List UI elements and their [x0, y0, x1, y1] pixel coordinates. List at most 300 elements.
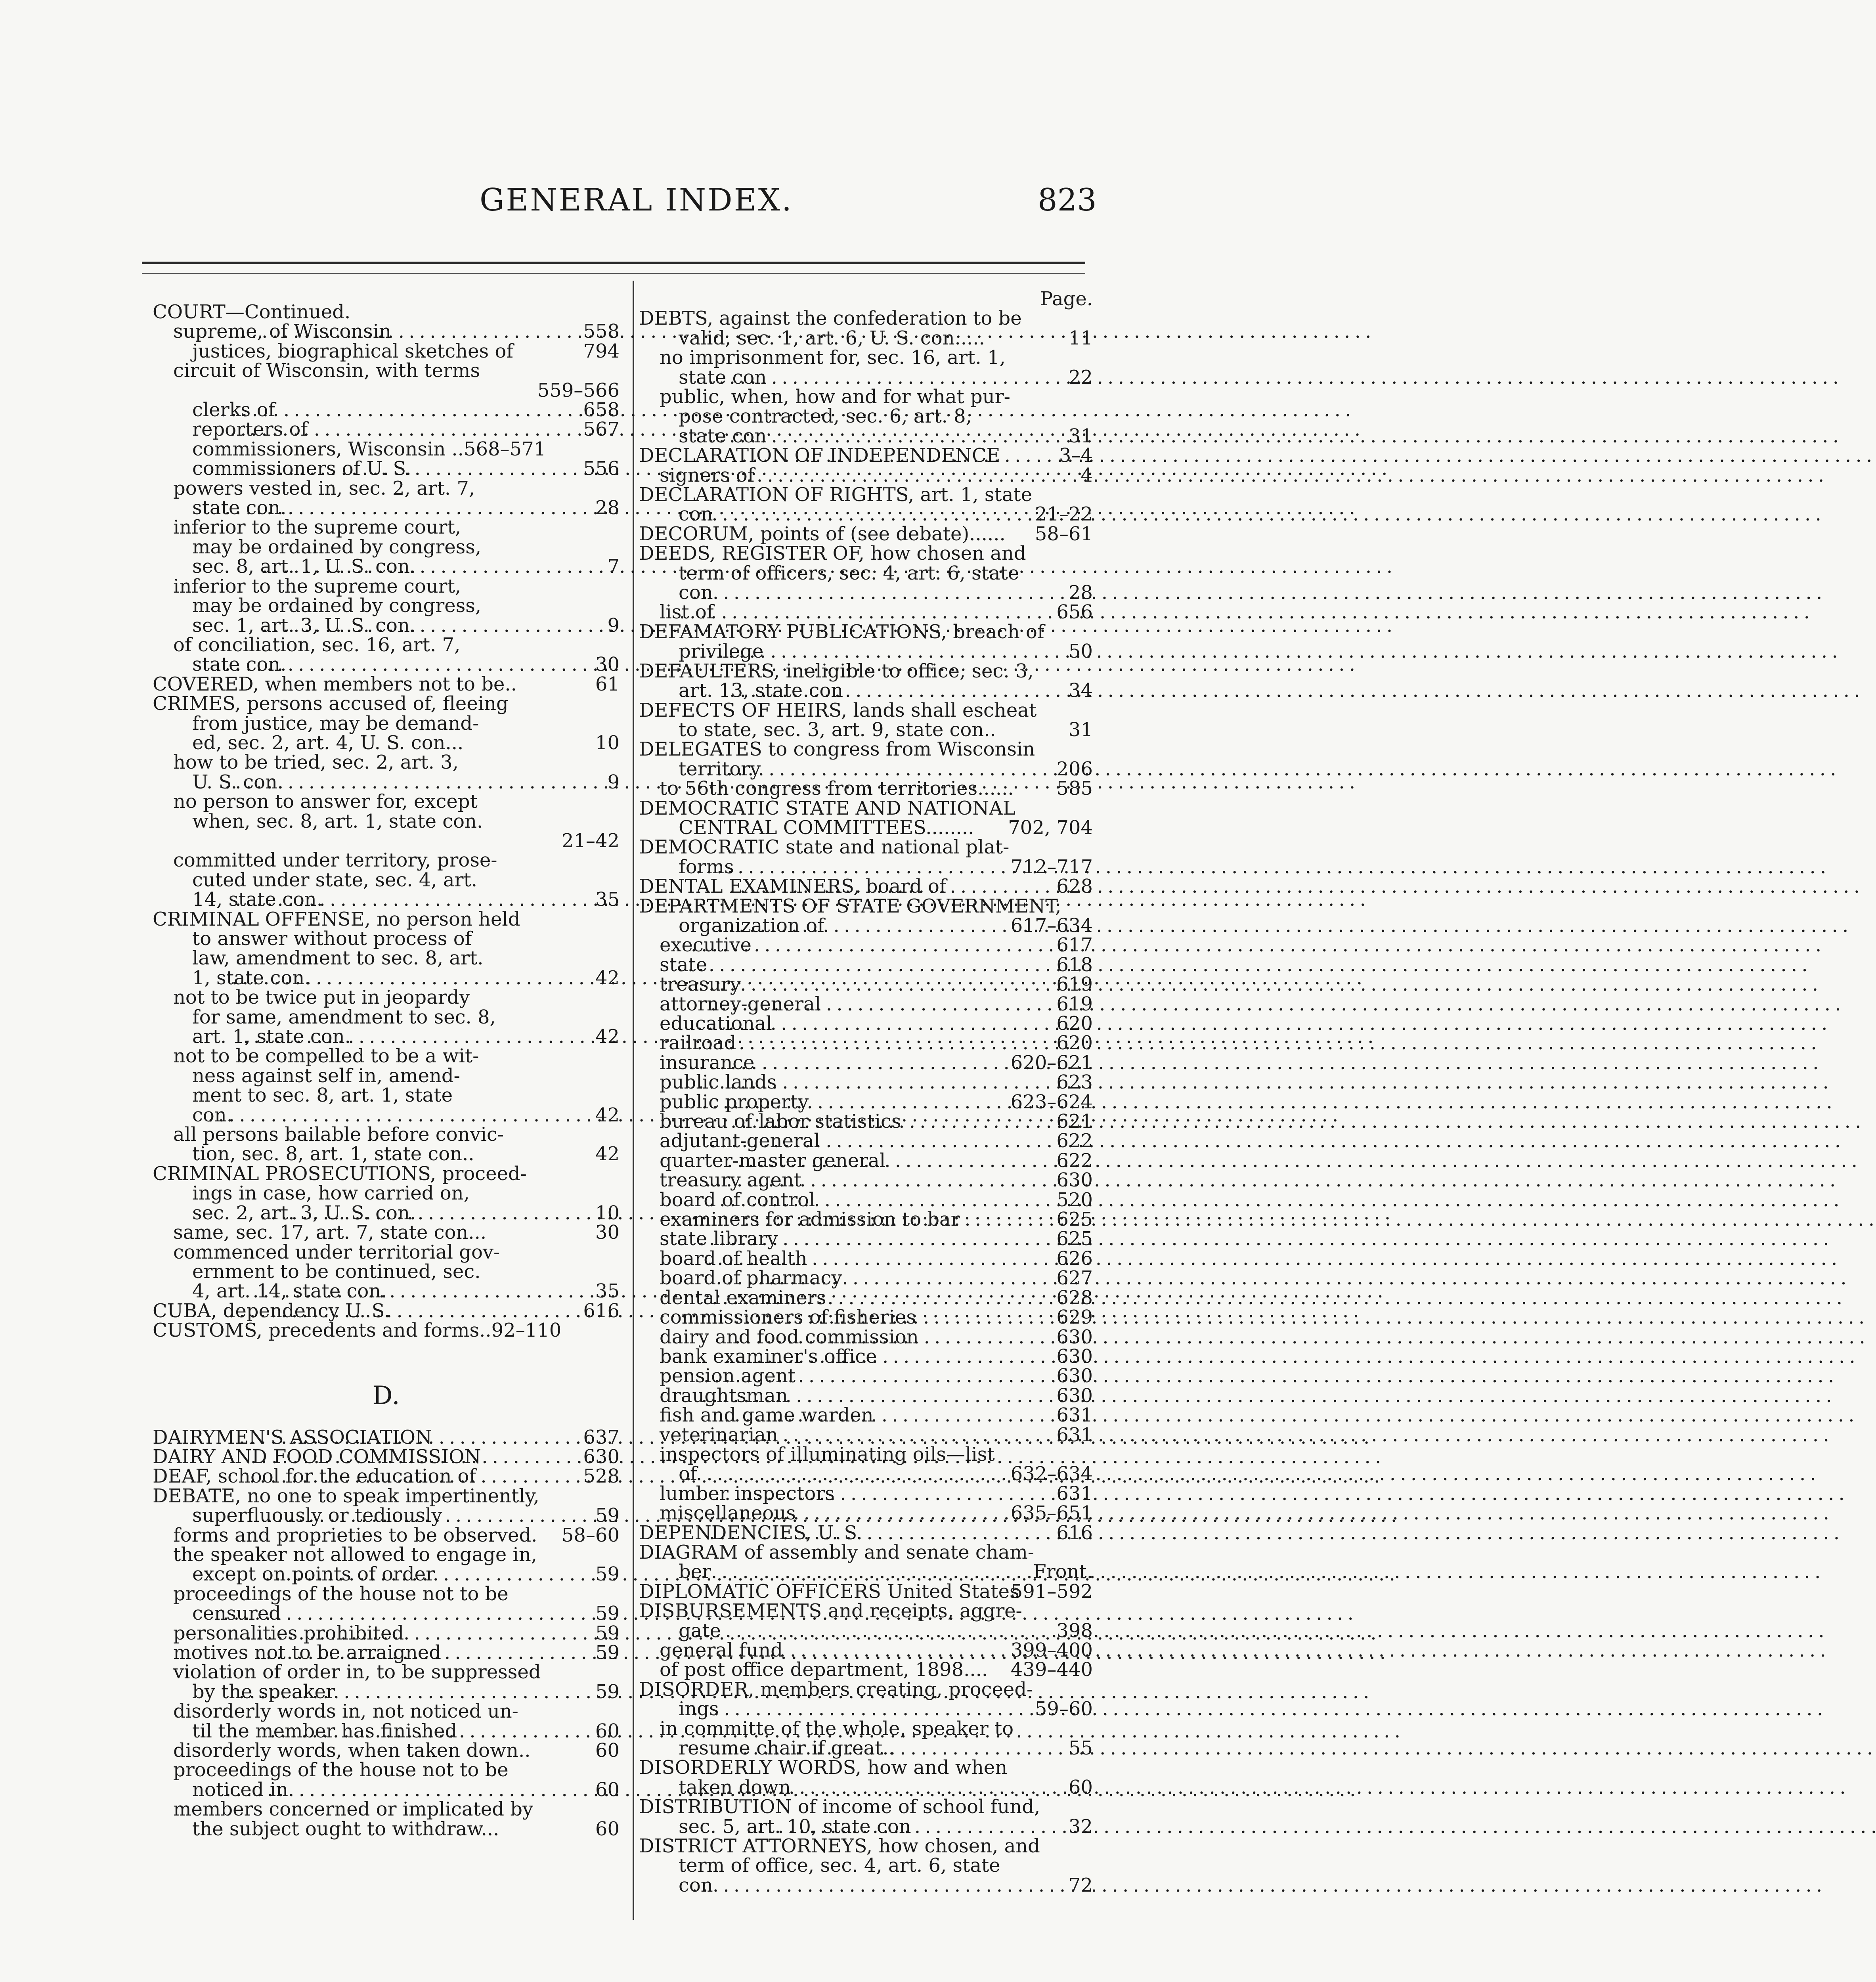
index-entry — [153, 1800, 620, 1819]
dot-leader — [237, 1428, 583, 1447]
page-ref: 42 — [595, 1025, 620, 1048]
dot-leader — [689, 936, 1057, 955]
entry-text: con — [679, 1874, 713, 1896]
index-entry — [153, 400, 620, 420]
entry-text: may be ordained by congress, — [192, 536, 482, 558]
entry-text: dental examiners — [660, 1286, 826, 1309]
entry-text: personalities prohibited — [173, 1622, 404, 1644]
index-entry — [153, 890, 620, 909]
index-entry — [639, 1856, 1093, 1875]
index-entry — [153, 1741, 620, 1760]
page-ref: 28 — [595, 497, 620, 519]
index-entry — [153, 596, 620, 616]
dot-leader — [714, 1268, 1056, 1288]
entry-text: board of health — [660, 1247, 807, 1270]
index-entry — [639, 701, 1093, 720]
page-ref: 9 — [607, 614, 620, 637]
page-ref: 32 — [1068, 1815, 1093, 1838]
entry-text: con — [679, 503, 713, 526]
entry-text: DISTRIBUTION of income of school fund, — [639, 1796, 1040, 1818]
index-entry — [153, 557, 620, 576]
index-entry — [153, 1262, 620, 1282]
dot-leader — [228, 420, 583, 439]
page-ref: 630 — [1056, 1365, 1093, 1387]
index-entry — [153, 420, 620, 439]
dot-leader — [742, 1210, 1057, 1229]
dot-leader — [705, 1249, 1057, 1268]
page-ref: 59 — [595, 1602, 620, 1625]
entry-text: commissioners of fisheries — [660, 1306, 916, 1329]
entry-text: insurance — [660, 1051, 755, 1074]
index-entry — [639, 1543, 1093, 1562]
entry-text: inspectors of illuminating oils—list — [660, 1443, 995, 1465]
index-entry — [153, 1428, 620, 1447]
page-ref: 656 — [1056, 601, 1093, 624]
page-ref: 31 — [1068, 425, 1093, 447]
index-entry — [639, 309, 1093, 328]
entry-text: territory — [679, 758, 761, 780]
page-ref: 60 — [595, 1778, 620, 1801]
dot-leader — [691, 1699, 1035, 1719]
page-ref: 59 — [595, 1563, 620, 1586]
page-ref: 30 — [595, 653, 620, 676]
index-entry — [639, 1033, 1093, 1053]
page-ref: 528 — [583, 1465, 620, 1488]
dot-leader — [697, 1504, 1011, 1523]
entry-text: may be ordained by congress, — [192, 595, 482, 617]
entry-text: dairy and food commission — [660, 1326, 919, 1348]
dot-leader — [255, 459, 583, 478]
entry-text: not to be compelled to be a wit- — [173, 1045, 479, 1068]
index-entry — [639, 1504, 1093, 1523]
dot-leader — [710, 1288, 1057, 1308]
entry-text: superfluously or tediously — [192, 1504, 442, 1527]
entry-text: DIPLOMATIC OFFICERS United States — [639, 1580, 1019, 1603]
index-entry — [153, 361, 620, 381]
index-entry — [639, 720, 1093, 740]
index-entry — [639, 387, 1093, 407]
entry-text: CRIMES, persons accused of, fleeing — [153, 693, 509, 715]
index-entry — [153, 988, 620, 1007]
index-entry — [153, 1663, 620, 1682]
page-ref: 9 — [607, 771, 620, 793]
entry-text: state con. — [192, 653, 287, 676]
index-entry — [153, 302, 620, 322]
page-ref: 618 — [1056, 953, 1093, 976]
entry-text: art. 1, state con. — [192, 1025, 351, 1048]
entry-text: con — [679, 582, 713, 604]
index-entry — [639, 466, 1093, 485]
index-entry — [639, 368, 1093, 387]
index-entry — [639, 1641, 1093, 1660]
entry-text: sec. 5, art. 10, state con — [679, 1815, 911, 1838]
index-entry — [639, 524, 1093, 544]
dot-leader — [706, 642, 1069, 661]
dot-leader — [263, 1565, 595, 1584]
entry-text: DEFAMATORY PUBLICATIONS, breach of — [639, 620, 1044, 643]
index-column-left — [153, 302, 620, 1839]
page-ref: 58–61 — [1035, 522, 1093, 545]
index-entry — [639, 1425, 1093, 1445]
index-entry — [153, 1086, 620, 1105]
entry-text: 14, state con. — [192, 888, 323, 911]
dot-leader — [707, 1190, 1056, 1210]
page-ref: 60 — [1068, 1776, 1093, 1798]
index-entry — [639, 1797, 1093, 1817]
index-entry — [639, 1445, 1093, 1464]
dot-leader — [707, 427, 1069, 446]
dot-leader — [741, 1739, 1069, 1758]
index-entry — [153, 655, 620, 674]
index-entry — [153, 870, 620, 890]
index-entry — [639, 1719, 1093, 1739]
dot-leader — [685, 1033, 1056, 1053]
page-ref: 617 — [1056, 934, 1093, 957]
index-entry — [639, 1268, 1093, 1288]
page-ref: 50 — [1068, 640, 1093, 663]
entry-text: members concerned or implicated by — [173, 1798, 534, 1821]
index-entry — [153, 792, 620, 811]
page-ref: 22 — [1068, 366, 1093, 388]
index-entry — [639, 1406, 1093, 1425]
page-ref: 567 — [583, 418, 620, 441]
index-entry — [153, 1203, 620, 1223]
index-entry — [153, 616, 620, 635]
entry-text: pension agent — [660, 1365, 796, 1387]
entry-text: draughtsman — [660, 1384, 788, 1407]
page-ref: 59 — [595, 1622, 620, 1644]
dot-leader — [733, 1328, 1056, 1347]
index-entry — [639, 1073, 1093, 1092]
index-entry — [153, 1565, 620, 1584]
index-entry — [153, 1223, 620, 1242]
index-entry — [153, 1027, 620, 1046]
dot-leader — [268, 1722, 595, 1741]
page-number: 823 — [1038, 182, 1097, 218]
entry-text: DEEDS, REGISTER OF, how chosen and — [639, 542, 1026, 565]
entry-text: 4, art. 14, state con. — [192, 1280, 387, 1303]
page-ref: 625 — [1056, 1228, 1093, 1250]
page-ref: 398 — [1056, 1619, 1093, 1642]
entry-text: organization of — [679, 914, 824, 937]
dot-leader — [729, 1112, 1056, 1131]
entry-text: commissioners, Wisconsin ..568–571 — [192, 438, 546, 460]
page-ref: 21–22 — [1035, 503, 1093, 526]
entry-text: DECLARATION OF INDEPENDENCE — [639, 444, 1000, 467]
dot-leader — [249, 1447, 583, 1467]
dot-leader — [695, 1014, 1056, 1033]
index-entry — [639, 760, 1093, 779]
entry-text: same, sec. 17, art. 7, state con... — [173, 1221, 487, 1244]
index-entry — [153, 1125, 620, 1144]
page-column-label: Page. — [1040, 288, 1093, 310]
index-entry — [153, 812, 620, 831]
entry-text: DEMOCRATIC state and national plat- — [639, 836, 1010, 859]
page-ref: 31 — [1068, 718, 1093, 741]
page-ref: 625 — [1056, 1208, 1093, 1231]
entry-text: DAIRYMEN'S ASSOCIATION — [153, 1426, 432, 1448]
entry-text: art. 13, state con — [679, 679, 843, 702]
index-entry — [639, 505, 1093, 524]
page-ref: 619 — [1056, 973, 1093, 996]
page-ref: 60 — [595, 1739, 620, 1762]
page-ref: 630 — [1056, 1169, 1093, 1192]
index-entry — [639, 916, 1093, 936]
index-entry — [639, 1876, 1093, 1895]
index-entry — [639, 1680, 1093, 1699]
index-entry — [153, 1008, 620, 1027]
entry-text: board of control — [660, 1188, 815, 1211]
page-ref: 620 — [1056, 1012, 1093, 1035]
page-ref: 632–634 — [1010, 1463, 1093, 1485]
index-entry — [639, 1229, 1093, 1249]
entry-text: ment to sec. 8, art. 1, state — [192, 1084, 453, 1107]
page-ref: 3–4 — [1059, 444, 1093, 467]
entry-text: how to be tried, sec. 2, art. 3, — [173, 751, 459, 774]
entry-text: educational — [660, 1012, 772, 1035]
index-entry — [153, 1722, 620, 1741]
page-ref: 59 — [595, 1504, 620, 1527]
index-entry — [639, 564, 1093, 583]
spacer — [153, 1341, 620, 1364]
dot-leader — [745, 1817, 1069, 1837]
dot-leader — [688, 1562, 1033, 1582]
entry-text: sec. 2, art. 3, U. S. con. — [192, 1201, 416, 1224]
entry-text: tion, sec. 8, art. 1, state con.. — [192, 1143, 474, 1165]
entry-text: justices, biographical sketches of — [192, 340, 514, 362]
entry-text: state con — [679, 425, 767, 447]
page-ref: 631 — [1056, 1482, 1093, 1505]
page-ref: 631 — [1056, 1423, 1093, 1446]
entry-text: noticed in — [192, 1778, 288, 1801]
entry-text: proceedings of the house not to be — [173, 1582, 509, 1605]
page-ref: 10 — [595, 731, 620, 754]
entry-text: DEMOCRATIC STATE AND NATIONAL — [639, 797, 1015, 819]
index-entry — [153, 440, 620, 459]
entry-text: resume chair if great.. — [679, 1737, 895, 1760]
entry-text: examiners for admission to bar — [660, 1208, 960, 1231]
page-ref: 30 — [595, 1221, 620, 1244]
index-entry — [153, 1682, 620, 1702]
index-entry — [639, 1778, 1093, 1797]
dot-leader — [728, 877, 1057, 896]
index-entry — [639, 1210, 1093, 1229]
index-entry — [639, 1817, 1093, 1837]
index-entry — [153, 1467, 620, 1486]
entry-text: ings — [679, 1698, 719, 1720]
page-ref: 61 — [595, 673, 620, 695]
dot-leader — [708, 1523, 1057, 1543]
entry-text: ings in case, how carried on, — [192, 1182, 470, 1205]
page-ref: 794 — [583, 340, 620, 362]
index-entry — [153, 381, 620, 400]
dot-leader — [728, 681, 1069, 700]
entry-text: supreme, of Wisconsin — [173, 320, 392, 343]
entry-text: forms — [679, 855, 734, 878]
index-entry — [153, 851, 620, 870]
entry-text: forms and proprieties to be observed. — [173, 1524, 537, 1546]
header-rule-thin — [142, 273, 1085, 274]
index-entry — [153, 968, 620, 988]
page-ref: 4 — [1080, 464, 1093, 486]
index-entry — [639, 1464, 1093, 1484]
page-ref: 623 — [1056, 1071, 1093, 1094]
page-ref: 7 — [607, 555, 620, 578]
page-ref: 630 — [1056, 1384, 1093, 1407]
entry-text: public property — [660, 1090, 809, 1113]
index-entry — [153, 1780, 620, 1800]
dot-leader — [248, 1467, 583, 1486]
index-entry — [153, 1046, 620, 1066]
dot-leader — [251, 1282, 595, 1301]
dot-leader — [221, 1604, 595, 1623]
page-ref: 620–621 — [1010, 1051, 1093, 1074]
index-entry — [153, 1702, 620, 1721]
index-entry — [153, 1282, 620, 1301]
entry-text: signers of — [660, 464, 755, 486]
entry-text: til the member has finished — [192, 1720, 457, 1742]
entry-text: state con. — [192, 497, 287, 519]
page-ref: 28 — [1068, 582, 1093, 604]
page-ref: 59 — [595, 1641, 620, 1664]
page-ref: 556 — [583, 457, 620, 480]
entry-text: to answer without process of — [192, 928, 472, 950]
page-ref: 520 — [1056, 1188, 1093, 1211]
dot-leader — [689, 505, 1035, 524]
page-ref: 658 — [583, 399, 620, 421]
entry-text: inferior to the supreme court, — [173, 516, 461, 539]
entry-text: miscellaneous — [660, 1502, 796, 1525]
page-ref: 585 — [1056, 777, 1093, 800]
entry-text: CUBA, dependency U. S. — [153, 1299, 390, 1322]
index-entry — [153, 1760, 620, 1780]
index-column-right — [639, 289, 1093, 1895]
dot-leader — [723, 1347, 1056, 1366]
entry-text: general fund — [660, 1639, 783, 1662]
column-divider — [633, 281, 634, 1920]
entry-text: DECORUM, points of (see debate)...... — [639, 522, 1006, 545]
dot-leader — [709, 995, 1056, 1014]
index-entry — [639, 329, 1093, 348]
entry-text: state library — [660, 1228, 778, 1250]
dot-leader — [704, 1171, 1057, 1190]
page-ref: 628 — [1056, 1286, 1093, 1309]
index-entry — [639, 1660, 1093, 1680]
index-entry — [153, 635, 620, 655]
entry-text: not to be twice put in jeopardy — [173, 986, 470, 1009]
index-entry — [153, 714, 620, 733]
entry-text: for same, amendment to sec. 8, — [192, 1006, 496, 1028]
dot-leader — [675, 955, 1056, 975]
entry-text: bank examiner's office — [660, 1345, 877, 1368]
dot-leader — [740, 446, 1059, 465]
entry-text: cuted under state, sec. 4, art. — [192, 869, 477, 891]
entry-text: no imprisonment for, sec. 16, art. 1, — [660, 346, 1006, 369]
entry-text: treasury — [660, 973, 741, 996]
index-entry — [153, 929, 620, 949]
dot-leader — [223, 773, 608, 792]
entry-text: valid, sec. 1, art. 6, U. S. con..... — [679, 327, 985, 349]
entry-text: ed, sec. 2, art. 4, U. S. con... — [192, 731, 464, 754]
entry-text: when, sec. 8, art. 1, state con. — [192, 810, 483, 832]
dot-leader — [725, 1151, 1057, 1171]
page-ref: 55 — [1068, 1737, 1093, 1760]
page-ref: 630 — [1056, 1326, 1093, 1348]
page-ref: 42 — [595, 966, 620, 989]
entry-text: to 56th congress from territories...... — [660, 777, 1014, 800]
index-entry — [153, 538, 620, 557]
page-ref: 622 — [1056, 1130, 1093, 1152]
index-entry — [639, 1699, 1093, 1719]
index-entry — [639, 603, 1093, 622]
entry-text: public lands — [660, 1071, 777, 1094]
page-header — [0, 182, 1287, 218]
page-ref: 619 — [1056, 993, 1093, 1015]
page-ref: 559–566 — [537, 379, 620, 402]
index-entry — [153, 910, 620, 929]
entry-text: reporters of — [192, 418, 308, 441]
entry-text: veterinarian — [660, 1423, 778, 1446]
entry-text: sec. 1, art. 3, U. S. con. — [192, 614, 416, 637]
index-entry — [639, 955, 1093, 975]
dot-leader — [690, 1876, 1069, 1895]
entry-text: public, when, how and for what pur- — [660, 386, 1010, 408]
index-entry — [153, 1184, 620, 1203]
index-entry — [639, 622, 1093, 642]
index-entry — [153, 694, 620, 714]
dot-leader — [224, 1780, 595, 1800]
entry-text: disorderly words, when taken down.. — [173, 1739, 531, 1762]
dot-leader — [732, 1308, 1057, 1327]
entry-text: no person to answer for, except — [173, 790, 478, 813]
dot-leader — [233, 890, 595, 909]
dot-leader — [690, 583, 1069, 603]
dot-leader — [696, 1073, 1056, 1092]
index-entry — [153, 1819, 620, 1839]
page-ref: 60 — [595, 1720, 620, 1742]
dot-leader — [713, 1778, 1069, 1797]
page-ref: 59 — [595, 1680, 620, 1703]
dot-leader — [239, 322, 583, 341]
entry-text: U. S. con. — [192, 771, 284, 793]
index-entry — [153, 1584, 620, 1604]
entry-text: COVERED, when members not to be.. — [153, 673, 517, 695]
dot-leader — [206, 1106, 595, 1125]
entry-text: term of office, sec. 4, art. 6, state — [679, 1854, 1000, 1877]
dot-leader — [237, 1682, 595, 1702]
index-entry — [639, 799, 1093, 818]
page-ref: 206 — [1056, 758, 1093, 780]
page-ref: 558 — [583, 320, 620, 343]
page-ref: 702, 704 — [1008, 816, 1093, 839]
index-entry — [153, 479, 620, 498]
index-entry — [639, 857, 1093, 877]
index-entry — [639, 1484, 1093, 1504]
entry-text: board of pharmacy — [660, 1267, 842, 1289]
page-ref: 620 — [1056, 1032, 1093, 1054]
page-ref: 59–60 — [1035, 1698, 1093, 1720]
entry-text: term of officers, sec. 4, art. 6, state — [679, 562, 1019, 584]
entry-text: DIAGRAM of assembly and senate cham- — [639, 1541, 1035, 1563]
entry-text: inferior to the supreme court, — [173, 575, 461, 597]
page-ref: 637 — [583, 1426, 620, 1448]
dot-leader — [223, 498, 595, 518]
page-ref: 42 — [595, 1143, 620, 1165]
page-ref: 617–634 — [1010, 914, 1093, 937]
index-entry — [153, 1066, 620, 1086]
page-ref: 630 — [1056, 1345, 1093, 1368]
index-entry — [639, 1601, 1093, 1621]
